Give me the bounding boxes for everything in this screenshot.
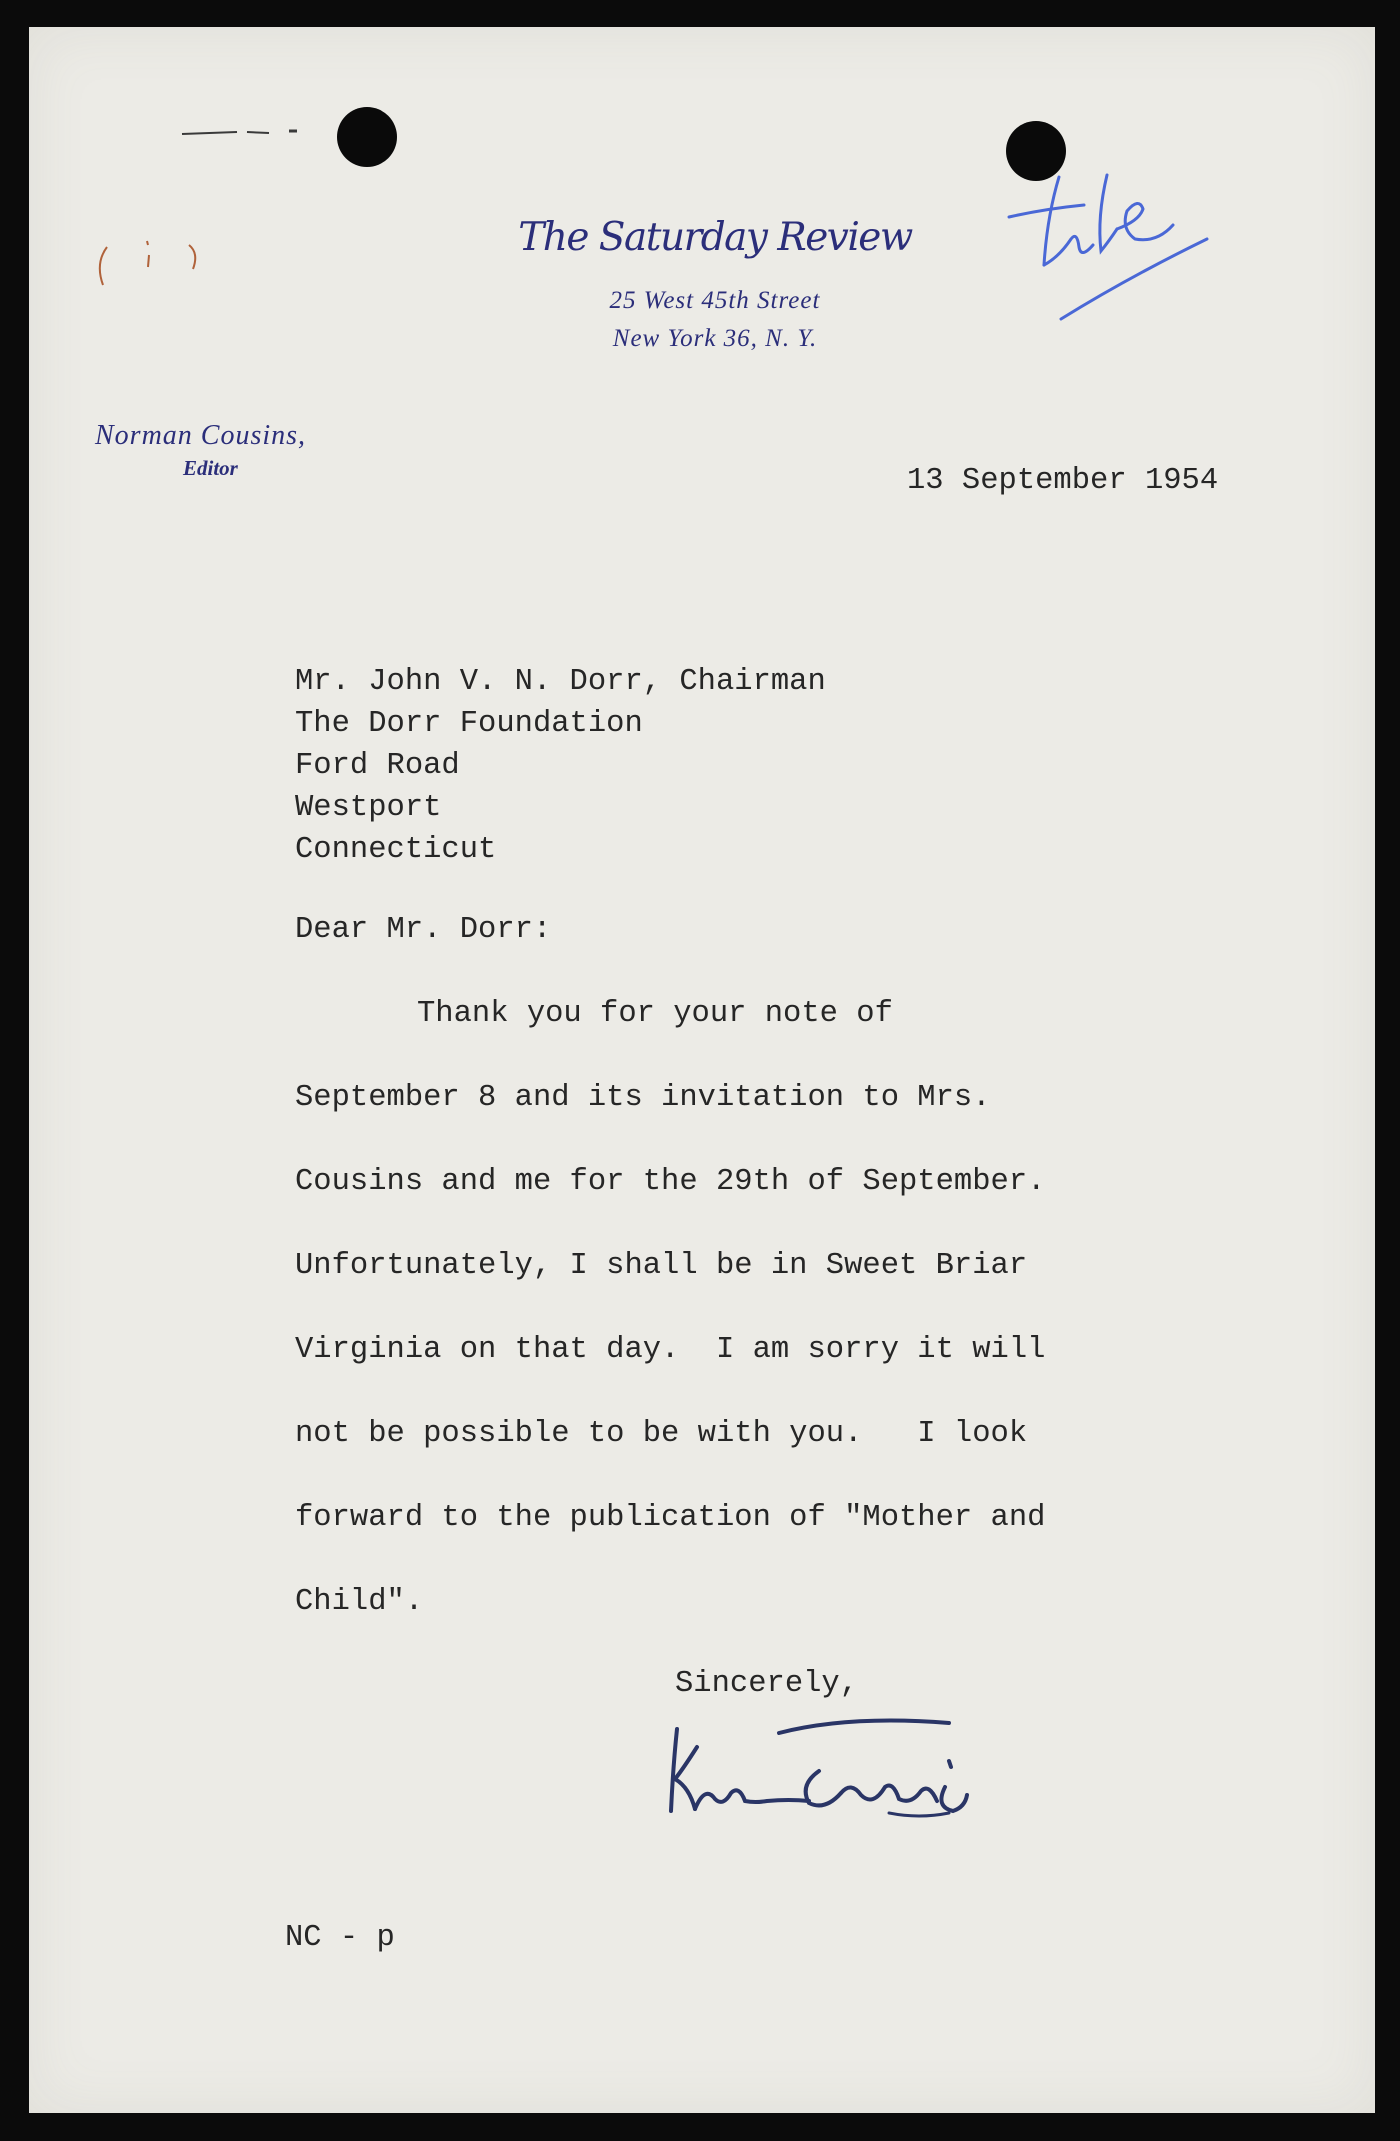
body-line: September 8 and its invitation to Mrs. [295,1081,991,1115]
closing: Sincerely, [675,1667,859,1701]
punch-hole-left [337,107,397,167]
letter-date: 13 September 1954 [907,464,1219,498]
body-line: Virginia on that day. I am sorry it will [295,1333,1046,1367]
handwritten-file-annotation [989,147,1249,337]
body-line: Cousins and me for the 29th of September. [295,1165,1046,1199]
body-line: Unfortunately, I shall be in Sweet Briar [295,1249,1028,1283]
editor-title: Editor [183,456,238,480]
letterhead-street: 25 West 45th Street [609,287,821,314]
address-line: Mr. John V. N. Dorr, Chairman [295,665,826,699]
address-line: Connecticut [295,833,497,867]
address-line: Westport [295,791,442,825]
body-line: Child". [295,1585,424,1619]
letter-page [29,27,1375,2113]
letterhead-city: New York 36, N. Y. [612,325,818,352]
body-line: not be possible to be with you. I look [295,1417,1028,1451]
pencil-dash-mark [177,123,307,143]
handwritten-signature [649,1707,1049,1847]
typist-initials: NC - p [285,1921,395,1955]
salutation: Dear Mr. Dorr: [295,913,552,947]
editor-name: Norman Cousins, [95,420,307,451]
body-line: forward to the publication of "Mother and [295,1501,1046,1535]
address-line: The Dorr Foundation [295,707,643,741]
address-line: Ford Road [295,749,460,783]
body-line: Thank you for your note of [417,997,893,1031]
letterhead-title: The Saturday Review [518,215,912,260]
